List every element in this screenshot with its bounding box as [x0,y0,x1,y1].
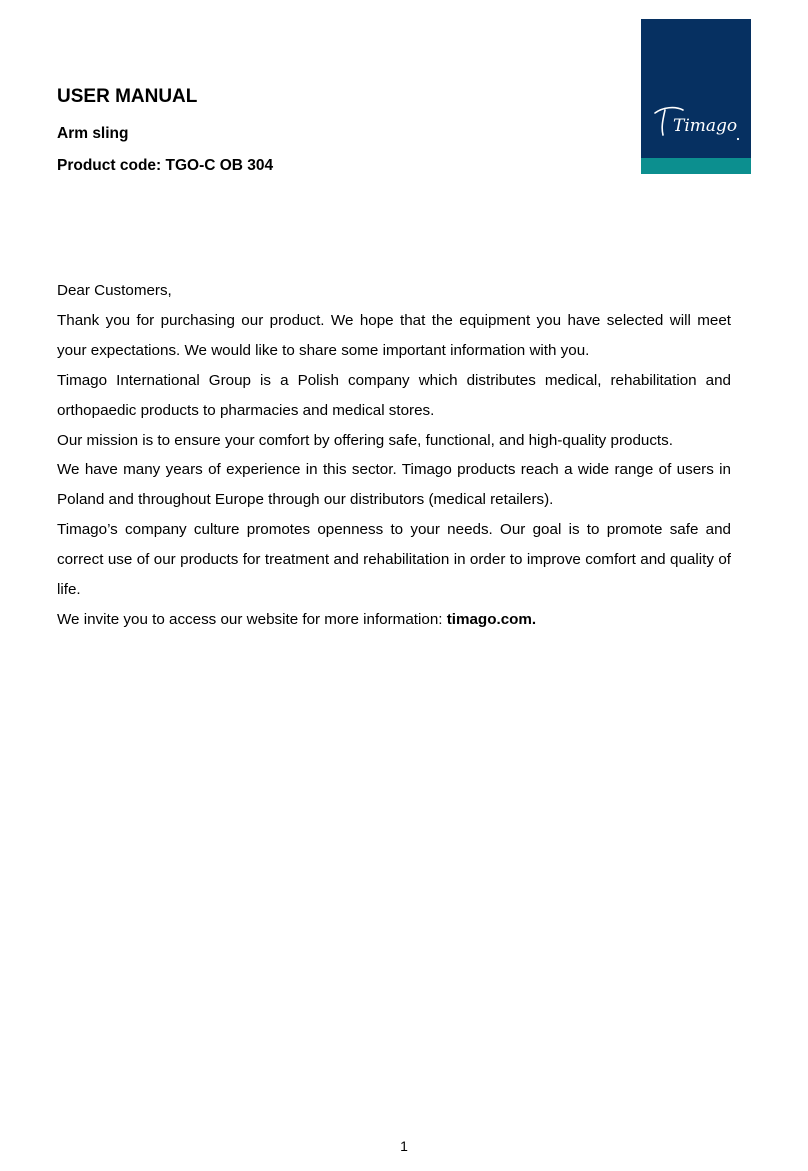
website-link[interactable]: timago.com. [446,610,537,628]
greeting: Dear Customers, [57,282,172,299]
paragraph-culture: Timago’s company culture promotes openness to your needs. Our goal is to promote safe and correct use of our products for treatment and rehabilitation in order to improve comfort and quality of life. [57,521,731,599]
product-name: Arm sling [57,125,129,142]
document-title: USER MANUAL [57,86,198,107]
timago-logo [641,19,751,174]
paragraph-thanks: Thank you for purchasing our product. We hope that the equipment you have selected will meet your expectations. We would like to share some important information with you. [57,311,731,359]
website-prefix: We invite you to access our website for more information: [57,610,447,628]
product-code: Product code: TGO-C OB 304 [57,157,274,174]
paragraph-experience: We have many years of experience in this sector. Timago products reach a wide range of users in Poland and throughout Europe through our distributors (medical retailers). [57,461,731,509]
letter-body [57,276,731,635]
page-number: 1 [400,1138,408,1154]
paragraph-mission: Our mission is to ensure your comfort by offering safe, functional, and high-quality products. [57,431,673,449]
timago-wordmark [649,101,743,147]
logo-teal-stripe [641,158,751,174]
paragraph-company: Timago International Group is a Polish company which distributes medical, rehabilitation and orthopaedic products to pharmacies and medical stores. [57,371,731,419]
paragraph-website [57,605,731,635]
logo-text: Timago [673,116,738,136]
